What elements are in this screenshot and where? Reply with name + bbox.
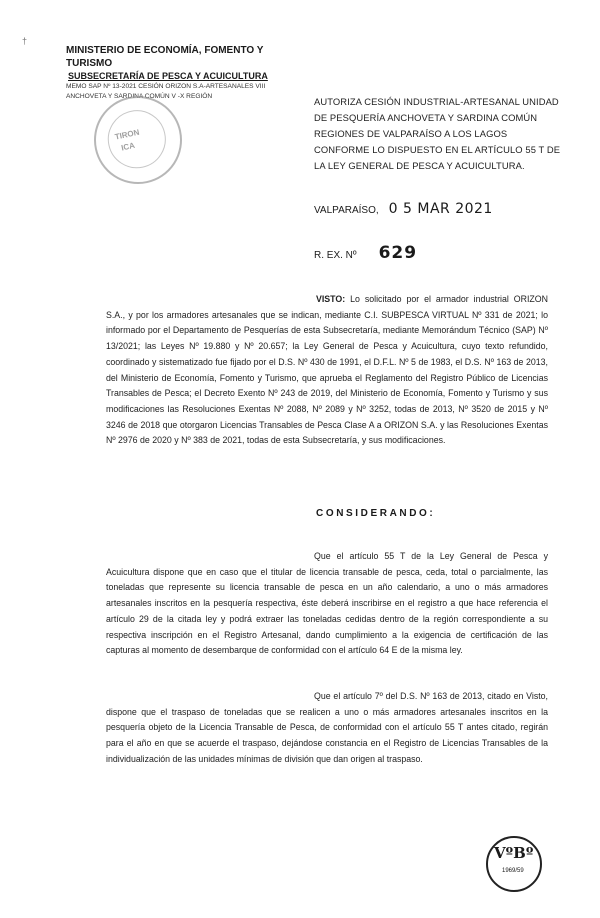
visto-heading: VISTO: [316,294,346,304]
resolution-number: 629 [378,243,418,263]
seal-inner-ring [102,105,171,174]
date-line [314,201,554,217]
memo-reference-line2: ANCHOVETA Y SARDINA COMÚN V -X REGIÓN [66,93,213,100]
considerando-text-2: Que el artículo 7º del D.S. Nº 163 de 2013, citado en Visto, dispone que el traspaso de toneladas que se realicen a uno o más armadores artesanales inscritos en la pesquería objeto de la Licencia Transable de Pesca, de conformidad con el artículo 55 T antes citado, regirán para el año en que se acuerde el traspaso, dejándose constancia en el Registro de Licencias Transables de la individualización de las unidades mínimas de división que dan origen al traspaso. [106,691,548,764]
visto-paragraph [106,292,548,449]
vobo-mark: VºBº [494,844,534,862]
date-place: VALPARAÍSO, [314,205,379,216]
considerando-paragraph-2 [106,689,548,768]
resolution-subject: AUTORIZA CESIÓN INDUSTRIAL-ARTESANAL UNIDAD DE PESQUERÍA ANCHOVETA Y SARDINA COMÚN REGIONES DE VALPARAÍSO A LOS LAGOS CONFORME LO DISPUESTO EN EL ARTÍCULO 55 T DE LA LEY GENERAL DE PESCA Y ACUICULTURA. [314,96,561,171]
considerando-paragraph-1 [106,549,548,659]
vobo-code: 1969/59 [502,868,524,874]
margin-mark: † [22,36,28,46]
date-stamp: 0 5 MAR 2021 [388,201,493,217]
official-seal-stamp [86,88,190,192]
seal-text-2: ICA [120,140,136,153]
considerando-text-1: Que el artículo 55 T de la Ley General de Pesca y Acuicultura dispone que en caso que el titular de licencia transable de pesca, ceda, total o parcialmente, las toneladas que represente su licencia transable de pesca en un año calendario, a uno o más armadores artesanales inscritos en la pesquería respectiva, éste deberá inscribirse en el registro a que hace referencia el artículo 29 de la citada ley y podrá extraer las toneladas cedidas dentro de la región correspondiente a su respectiva inscripción en el Registro Artesanal, dando cumplimiento a la exigencia de certificación de las capturas al momento de desembarque de conformidad con el artículo 64 E de la misma ley. [106,551,548,656]
resolution-number-line [314,243,554,263]
considerando-heading: CONSIDERANDO: [316,508,436,519]
vobo-approval-stamp [486,836,542,892]
visto-text: Lo solicitado por el armador industrial ORIZON S.A., y por los armadores artesanales que se indican, mediante C.I. SUBPESCA VIRTUAL Nº 331 de 2021; lo informado por el Departamento de Pesquerías de esta Subsecretaría, mediante Memorándum Técnico (SAP) Nº 13/2021; las Leyes Nº 19.880 y Nº 20.657; la Ley General de Pesca y Acuicultura, cuyo texto refundido, coordinado y sistematizado fue fijado por el D.S. Nº 430 de 1991, el D.F.L. Nº 5 de 1983, el D.S. Nº 163 de 2013, del Ministerio de Economía, Fomento y Turismo, que aprueba el Reglamento del Registro Público de Licencias Transables de Pesca; el Decreto Exento Nº 243 de 2019, del Ministerio de Economía, Fomento y Turismo y sus modificaciones las Resoluciones Exentas Nº 2088, Nº 2089 y Nº 3252, todas de 2013, Nº 3520 de 2015 y Nº 3246 de 2018 que otorgaron Licencias Transables de Pesca Clase A a ORIZON S.A. y las Resoluciones Exentas Nº 2976 de 2020 y Nº 383 de 2021, todas de esta Subsecretaría, y sus modificaciones. [106,294,548,446]
letterhead [66,44,306,102]
resolution-label: R. EX. Nº [314,250,357,261]
memo-reference-line1: MEMO SAP Nº 13-2021 CESIÓN ORIZON S.A-ARTESANALES VIII [66,83,266,90]
subsecretaria-name: SUBSECRETARÍA DE PESCA Y ACUICULTURA [68,71,268,81]
ministry-name: MINISTERIO DE ECONOMÍA, FOMENTO Y TURISMO [66,45,264,69]
seal-text-1: TIRON [113,127,141,142]
